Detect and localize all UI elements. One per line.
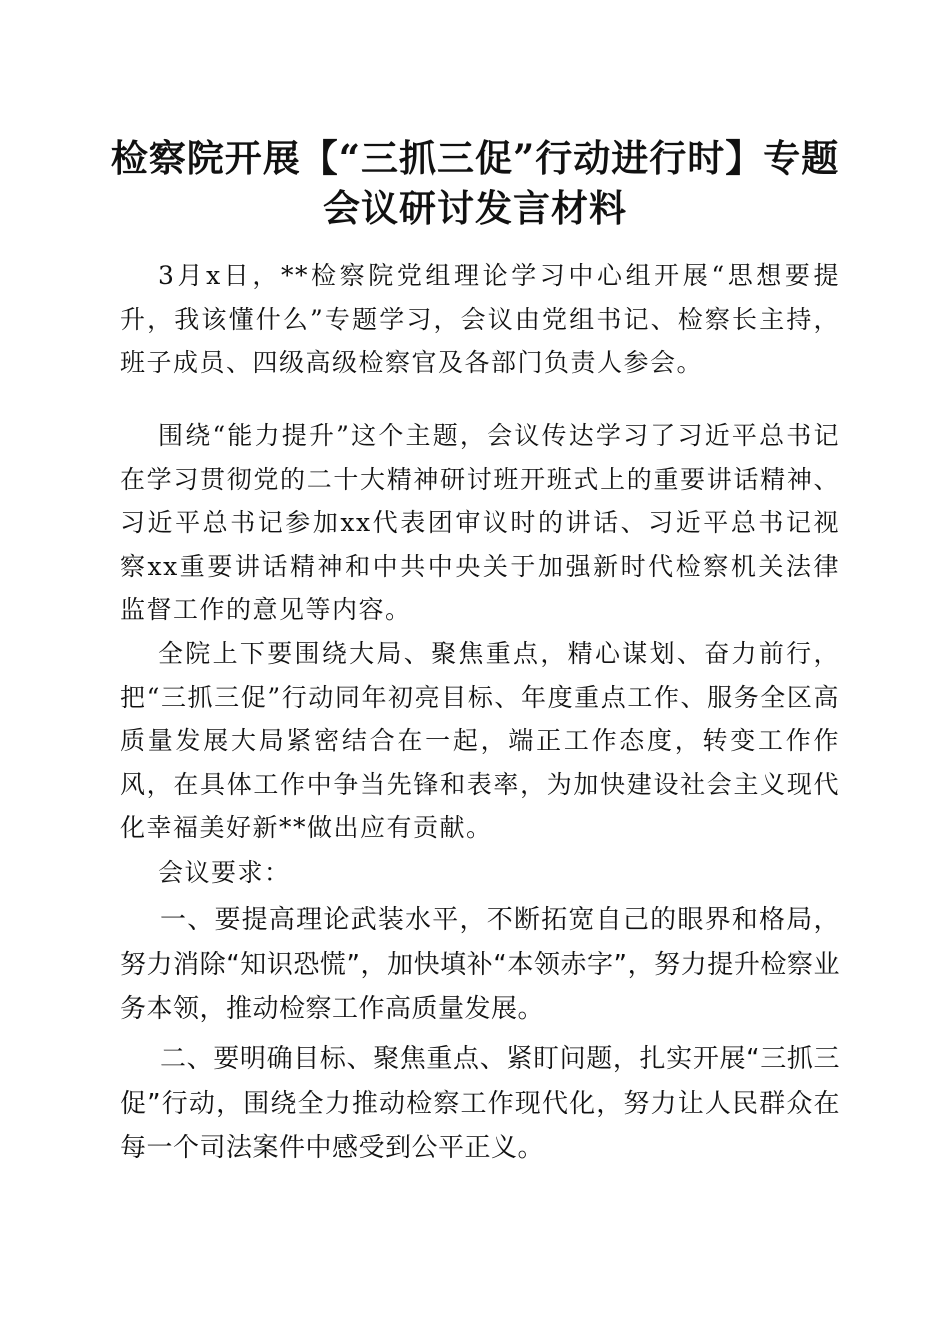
paragraph-requirements-heading: 会议要求： [158,858,291,887]
requirement-item-2: 二、要明确目标、聚焦重点、紧盯问题，扎实开展“三抓三促”行动，围绕全力推动检察工作现代化，努力让人民群众在每一个司法案件中感受到公平正义。 [120,1044,840,1163]
document-title-line-1: 检察院开展【“三抓三促”行动进行时】专题 [110,136,840,180]
requirement-item-1: 一、要提高理论武装水平，不断拓宽自己的眼界和格局，努力消除“知识恐慌”，加快填补“本领赤字”，努力提升检察业务本领，推动检察工作高质量发展。 [120,905,840,1024]
paragraph-intro: 3月x日，**检察院党组理论学习中心组开展“思想要提升，我该懂什么”专题学习，会议由党组书记、检察长主持，班子成员、四级高级检察官及各部门负责人参会。 [120,261,840,377]
document-title-line-2: 会议研讨发言材料 [323,186,627,230]
paragraph-theme: 围绕“能力提升”这个主题，会议传达学习了习近平总书记在学习贯彻党的二十大精神研讨班开班式上的重要讲话精神、习近平总书记参加xx代表团审议时的讲话、习近平总书记视察xx重要讲话精神和中共中央关于加强新时代检察机关法律监督工作的意见等内容。 [120,421,840,624]
paragraph-goals: 全院上下要围绕大局、聚焦重点，精心谋划、奋力前行，把“三抓三促”行动同年初亮目标、年度重点工作、服务全区高质量发展大局紧密结合在一起，端正工作态度，转变工作作风，在具体工作中争当先锋和表率，为加快建设社会主义现代化幸福美好新**做出应有贡献。 [120,639,840,842]
